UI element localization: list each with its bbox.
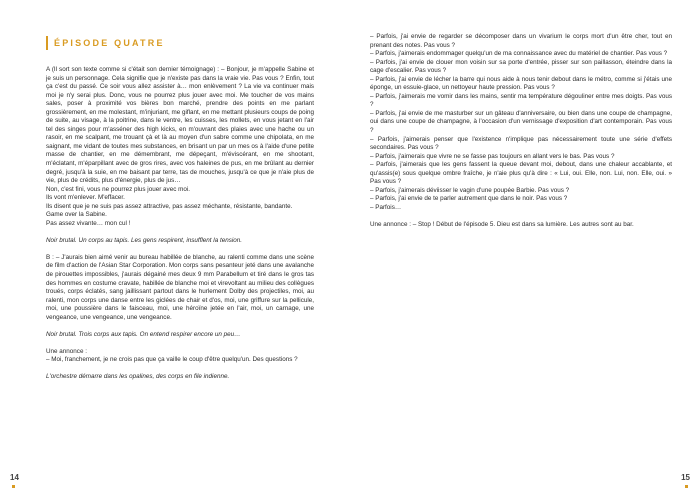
stage-direction: Noir brutal. Un corps au tapis. Les gens respirent, insufflent la tension. — [46, 236, 243, 244]
page-marker-dot — [685, 485, 688, 488]
dialogue-line: – Parfois, j'aimerais que les gens fassent la queue devant moi, debout, dans une chaleur accablante, et qu'assis(e) sous quelque ombre fraîche, je n'aie plus qu'à dire : « Lui, oui. Elle, non. Lui, non. Elle, oui. » Pas vous ? — [370, 161, 672, 186]
right-text-column — [370, 33, 672, 230]
page-marker-dot — [12, 485, 15, 488]
page-number-left: 14 — [10, 473, 19, 482]
stage-direction: L'orchestre démarre dans les opalines, des corps en file indienne. — [46, 373, 230, 381]
dialogue-line: Non, c'est fini, vous ne pourrez plus jouer avec moi. — [46, 185, 191, 193]
dialogue-line: – Parfois, j'ai envie de te parler autrement que dans le noir. Pas vous ? — [370, 195, 568, 203]
dialogue-line: Pas assez vivante… mon cul ! — [46, 219, 131, 227]
monologue-a: A (Il sort son texte comme si c'était son dernier témoignage) : – Bonjour, je m'appelle Sabine et je suis un personnage. Cela signifie que je n'existe pas dans la vraie vie. Pas vous ? Enfin, tout ça c'est du passé. Ce soir vous allez assister à… mon enlèvement ? La vie va continuer mais moi je n'y serai plus. Donc, vous ne pourrez plus jouer avec moi. Me toucher de vos mains sales, poser à proximité vos bières bon marché, prendre des points en me parlant grossièrement, en me molestant, m'injuriant, me giflant, en me mettant plusieurs coups de poing de suite, au visage, à la poitrine, dans le ventre, les cuisses, les mollets, en vous jetant en l'air tel des singes pour m'asséner des high kicks, en m'ouvrant des plaies avec une hache ou un rasoir, en me scalpant, me trouant çà et là au moyen d'un sabre comme une chipolata, en me saignant, me vidant de toutes mes substances, en brisant un par un mes os à l'aide d'une petite masse de chantier, en me démembrant, me dépeçant, m'éviscérant, en me shootant, m'éclatant, m'éparpillant avec de gros rires, avec vos haleines de pus, en me brûlant au dernier degré, jusqu'à la suie, en me baisant par terre, tas de mouches, jusqu'à ce que je n'aie plus de vie, plus de crédits, plus d'énergie, plus de jus… — [46, 66, 314, 185]
dialogue-line: Ils disent que je ne suis pas assez attractive, pas assez méchante, résistante, bandante. — [46, 202, 293, 210]
dialogue-line: – Parfois, j'aimerais me vomir dans les mains, sentir ma température dégouliner entre mes doigts. Pas vous ? — [370, 92, 672, 109]
dialogue-line: Game over la Sabine. — [46, 211, 107, 219]
dialogue-line: – Parfois… — [370, 203, 402, 211]
heading-accent-bar — [46, 36, 48, 50]
dialogue-line: – Parfois, j'aimerais déviisser le vagin d'une poupée Barbie. Pas vous ? — [370, 186, 570, 194]
dialogue-line: – Parfois, j'aimerais penser que l'existence n'implique pas nécessairement toute une série d'effets secondaires. Pas vous ? — [370, 135, 672, 152]
monologue-b: B : – J'aurais bien aimé venir au bureau habillée de blanche, au ralenti comme dans une scène de film d'action de l'Asian Star Corporation. Mon corps sans pesanteur jeté dans une avalanche de pirouettes impossibles, j'aurais dégainé mes deux 9 mm Parabellum et tiré dans le gros tas des hommes en costume cravate, habillée de blanche moi et virevoltant au milieu des collègues troués, corps éclatés, sang jaillissant partout dans le hurlement Dolby des projectiles, moi, au ralenti, mon corps une danse entre les giclées de chair et d'os, moi, une griffure sur la pellicule, moi, une poussière dans le faisceau, moi, une héroïne jetée en l'air, moi, un carnage, une vengeance, une vengeance, une vengeance. — [46, 253, 314, 321]
dialogue-line: – Parfois, j'ai envie de me masturber sur un gâteau d'anniversaire, ou bien dans une coupe de champagne, oui dans une coupe de champagne, à l'occasion d'un vernissage d'exposition d'art contemporain. Pas vous ? — [370, 109, 672, 135]
right-page — [350, 0, 700, 497]
page-number-right: 15 — [681, 473, 690, 482]
dialogue-line: – Parfois, j'aimerais endommager quelqu'un de ma connaissance avec du matériel de chantier. Pas vous ? — [370, 50, 668, 58]
dialogue-line: – Parfois, j'ai envie de lécher la barre qui nous aide à nous tenir debout dans le métro, comme si j'étais une éponge, un essuie-glace, un nettoyeur haute pression. Pas vous ? — [370, 75, 672, 92]
left-text-column — [46, 66, 314, 382]
episode-title: ÉPISODE QUATRE — [54, 37, 165, 48]
dialogue-line: – Parfois, j'aimerais que vivre ne se fasse pas toujours en allant vers le bas. Pas vous ? — [370, 152, 615, 160]
dialogue-line: – Parfois, j'ai envie de clouer mon voisin sur sa porte d'entrée, pisser sur son paillasson, éteindre dans la cage d'escalier. Pas vous ? — [370, 58, 672, 75]
announcement-text: – Moi, franchement, je ne crois pas que ça vaille le coup d'être quelqu'un. Des questions ? — [46, 356, 298, 364]
dialogue-line: Ils vont m'enlever. M'effacer. — [46, 194, 125, 202]
stage-direction: Noir brutal. Trois corps aux tapis. On entend respirer encore un peu… — [46, 330, 241, 338]
announcement-text: Une annonce : – Stop ! Début de l'épisode 5. Dieu est dans sa lumière. Les autres sont au bar. — [370, 220, 634, 228]
dialogue-line: – Parfois, j'ai envie de regarder se décomposer dans un vivarium le corps mort d'un être cher, tout en prenant des notes. Pas vous ? — [370, 33, 672, 49]
announcement-label: Une annonce : — [46, 347, 87, 355]
episode-heading — [46, 35, 165, 50]
